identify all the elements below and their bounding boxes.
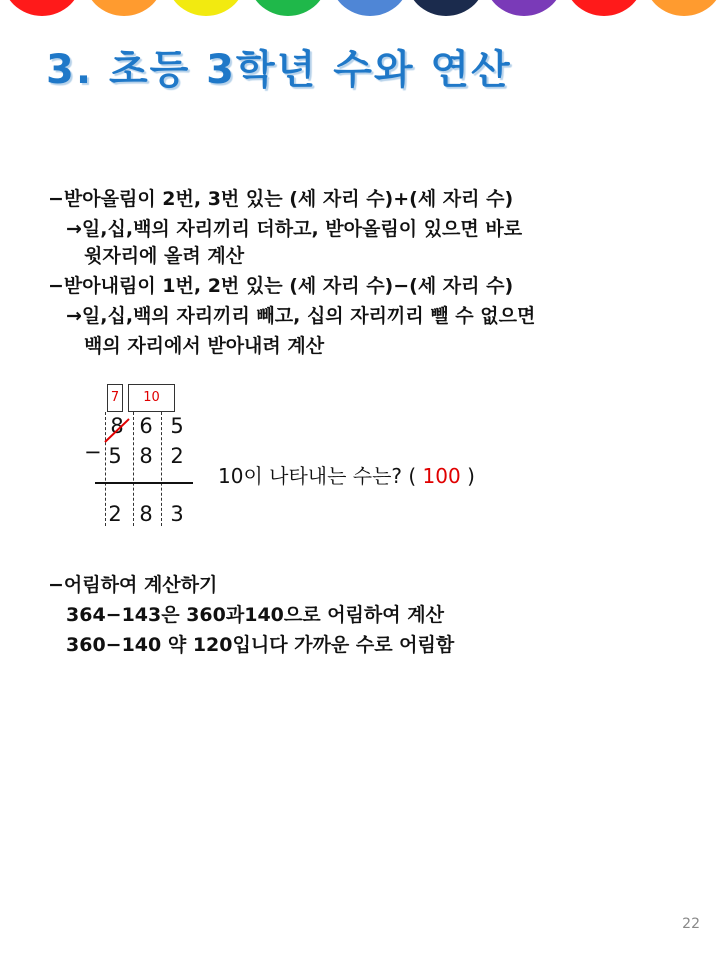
result-hundreds: 2 (108, 502, 122, 526)
text-line-borrow-method: →일,십,백의 자리끼리 빼고, 십의 자리끼리 뺄 수 없으면 (66, 305, 536, 327)
borrow-box-hundreds: 7 (107, 384, 123, 412)
text-line-borrow-method-cont: 백의 자리에서 받아내려 계산 (84, 335, 325, 357)
page-number: 22 (682, 916, 700, 932)
decor-dot (644, 0, 720, 16)
subtrahend-ones: 2 (170, 444, 184, 468)
column-divider (161, 412, 162, 526)
decor-dot (484, 0, 564, 16)
decor-dot (330, 0, 410, 16)
rounding-example-2: 360−140 약 120입니다 가까운 수로 어림함 (66, 634, 455, 656)
rounding-example-1: 364−143은 360과140으로 어림하여 계산 (66, 604, 444, 626)
result-line (95, 482, 193, 484)
decor-dot (406, 0, 486, 16)
decor-dot (564, 0, 644, 16)
decor-dot (2, 0, 82, 16)
subtrahend-hundreds: 5 (108, 444, 122, 468)
decor-dot (166, 0, 246, 16)
decor-dot (84, 0, 164, 16)
result-ones: 3 (170, 502, 184, 526)
minus-sign: − (84, 440, 102, 464)
subtrahend-tens: 8 (139, 444, 153, 468)
text-line-borrow: −받아내림이 1번, 2번 있는 (세 자리 수)−(세 자리 수) (48, 275, 514, 297)
text-line-carry-method-cont: 윗자리에 올려 계산 (84, 245, 245, 267)
decor-dot (248, 0, 328, 16)
question-text: 10이 나타내는 수는? ( (218, 464, 417, 488)
strike-through-mark (103, 416, 133, 444)
text-line-carry: −받아올림이 2번, 3번 있는 (세 자리 수)+(세 자리 수) (48, 188, 514, 210)
minuend-ones: 5 (170, 414, 184, 438)
text-line-carry-method: →일,십,백의 자리끼리 더하고, 받아올림이 있으면 바로 (66, 218, 523, 240)
minuend-hundreds: 8 (110, 414, 124, 438)
minuend-tens: 6 (139, 414, 153, 438)
question-answer: 100 (422, 464, 461, 488)
result-tens: 8 (139, 502, 153, 526)
place-value-question (218, 460, 475, 489)
page-title: 3. 초등 3학년 수와 연산 (46, 47, 512, 93)
question-close: ) (467, 464, 475, 488)
rounding-heading: −어림하여 계산하기 (48, 574, 218, 596)
borrow-box-tens: 10 (128, 384, 175, 412)
rainbow-dots-banner (0, 0, 720, 18)
